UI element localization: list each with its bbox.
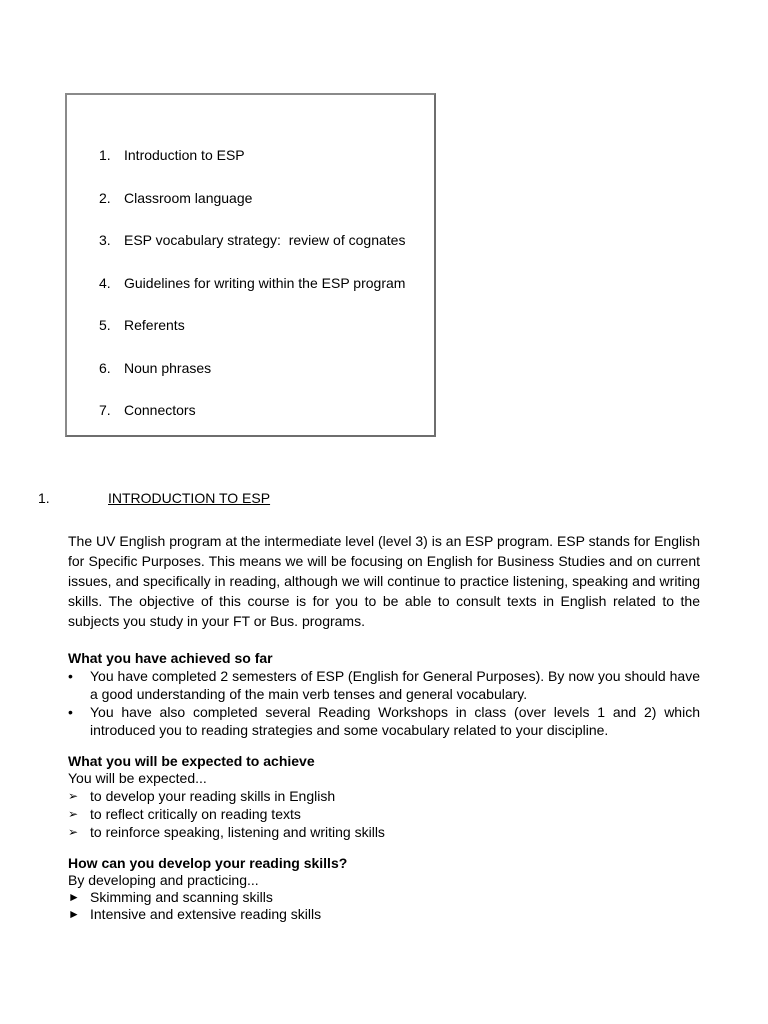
- list-item: [68, 667, 700, 703]
- toc-item-number: 1.: [99, 147, 111, 163]
- list-item-text: You have completed 2 semesters of ESP (English for General Purposes). By now you should have a good understanding of the main verb tenses and general vocabulary.: [90, 668, 700, 702]
- arrow-bullet-icon: ➢: [68, 789, 79, 803]
- bullet-dot-icon: •: [68, 668, 73, 684]
- triangle-bullet-icon: ►: [68, 890, 80, 904]
- expected-intro: You will be expected...: [68, 770, 207, 786]
- develop-intro: By developing and practicing...: [68, 872, 259, 888]
- list-item: [68, 805, 700, 823]
- section-heading: [38, 489, 270, 507]
- toc-item-number: 3.: [99, 232, 111, 248]
- expected-section: [68, 752, 700, 841]
- arrow-bullet-icon: ➢: [68, 825, 79, 839]
- toc-item-number: 7.: [99, 402, 111, 418]
- list-item-text: to develop your reading skills in English: [90, 788, 336, 804]
- list-item: [68, 703, 700, 739]
- toc-item-number: 6.: [99, 359, 111, 376]
- list-item: [68, 906, 700, 923]
- triangle-bullet-icon: ►: [68, 907, 80, 921]
- list-item-text: Intensive and extensive reading skills: [90, 906, 322, 922]
- develop-section: [68, 854, 700, 923]
- toc-item: [99, 401, 405, 444]
- toc-item: [99, 231, 405, 274]
- toc-item-number: 2.: [99, 189, 111, 206]
- arrow-bullet-icon: ➢: [68, 807, 79, 821]
- toc-item: [99, 274, 405, 317]
- list-item: [68, 889, 700, 906]
- toc-item: [99, 189, 405, 232]
- intro-paragraph: The UV English program at the intermediate level (level 3) is an ESP program. ESP stands for English for Specific Purposes. This means we will be focusing on English for Business Studies and on current issues, and specifically in reading, although we will continue to practice listening, speaking and writing skills. The objective of this course is for you to be able to consult texts in English related to the subjects you study in your FT or Bus. programs.: [68, 533, 700, 629]
- expected-heading: What you will be expected to achieve: [68, 753, 315, 769]
- develop-heading: How can you develop your reading skills?: [68, 855, 348, 871]
- toc-item-number: 4.: [99, 274, 111, 291]
- list-item-text: to reinforce speaking, listening and writing skills: [90, 824, 385, 840]
- achieved-heading: What you have achieved so far: [68, 650, 273, 666]
- toc-item-label: ESP vocabulary strategy: review of cognates: [124, 232, 406, 248]
- toc-item-number: 5.: [99, 317, 111, 333]
- toc-item-label: Noun phrases: [124, 359, 212, 376]
- table-of-contents-list: [99, 146, 405, 444]
- section-title: INTRODUCTION TO ESP: [108, 490, 271, 506]
- list-item: [68, 787, 700, 805]
- toc-item: [99, 146, 405, 189]
- list-item-text: You have also completed several Reading Workshops in class (over levels 1 and 2) which introduced you to reading strategies and some vocabulary related to your discipline.: [90, 704, 700, 738]
- list-item-text: Skimming and scanning skills: [90, 889, 273, 905]
- achieved-section: [68, 649, 700, 739]
- toc-item-label: Guidelines for writing within the ESP program: [124, 274, 406, 291]
- list-item-text: to reflect critically on reading texts: [90, 806, 301, 822]
- toc-item-label: Connectors: [124, 402, 196, 418]
- toc-item-label: Introduction to ESP: [124, 147, 245, 163]
- toc-item: [99, 359, 405, 402]
- toc-item: [99, 316, 405, 359]
- toc-item-label: Classroom language: [124, 189, 253, 206]
- list-item: [68, 823, 700, 841]
- section-number: 1.: [38, 490, 50, 506]
- bullet-dot-icon: •: [68, 704, 73, 720]
- toc-item-label: Referents: [124, 317, 185, 333]
